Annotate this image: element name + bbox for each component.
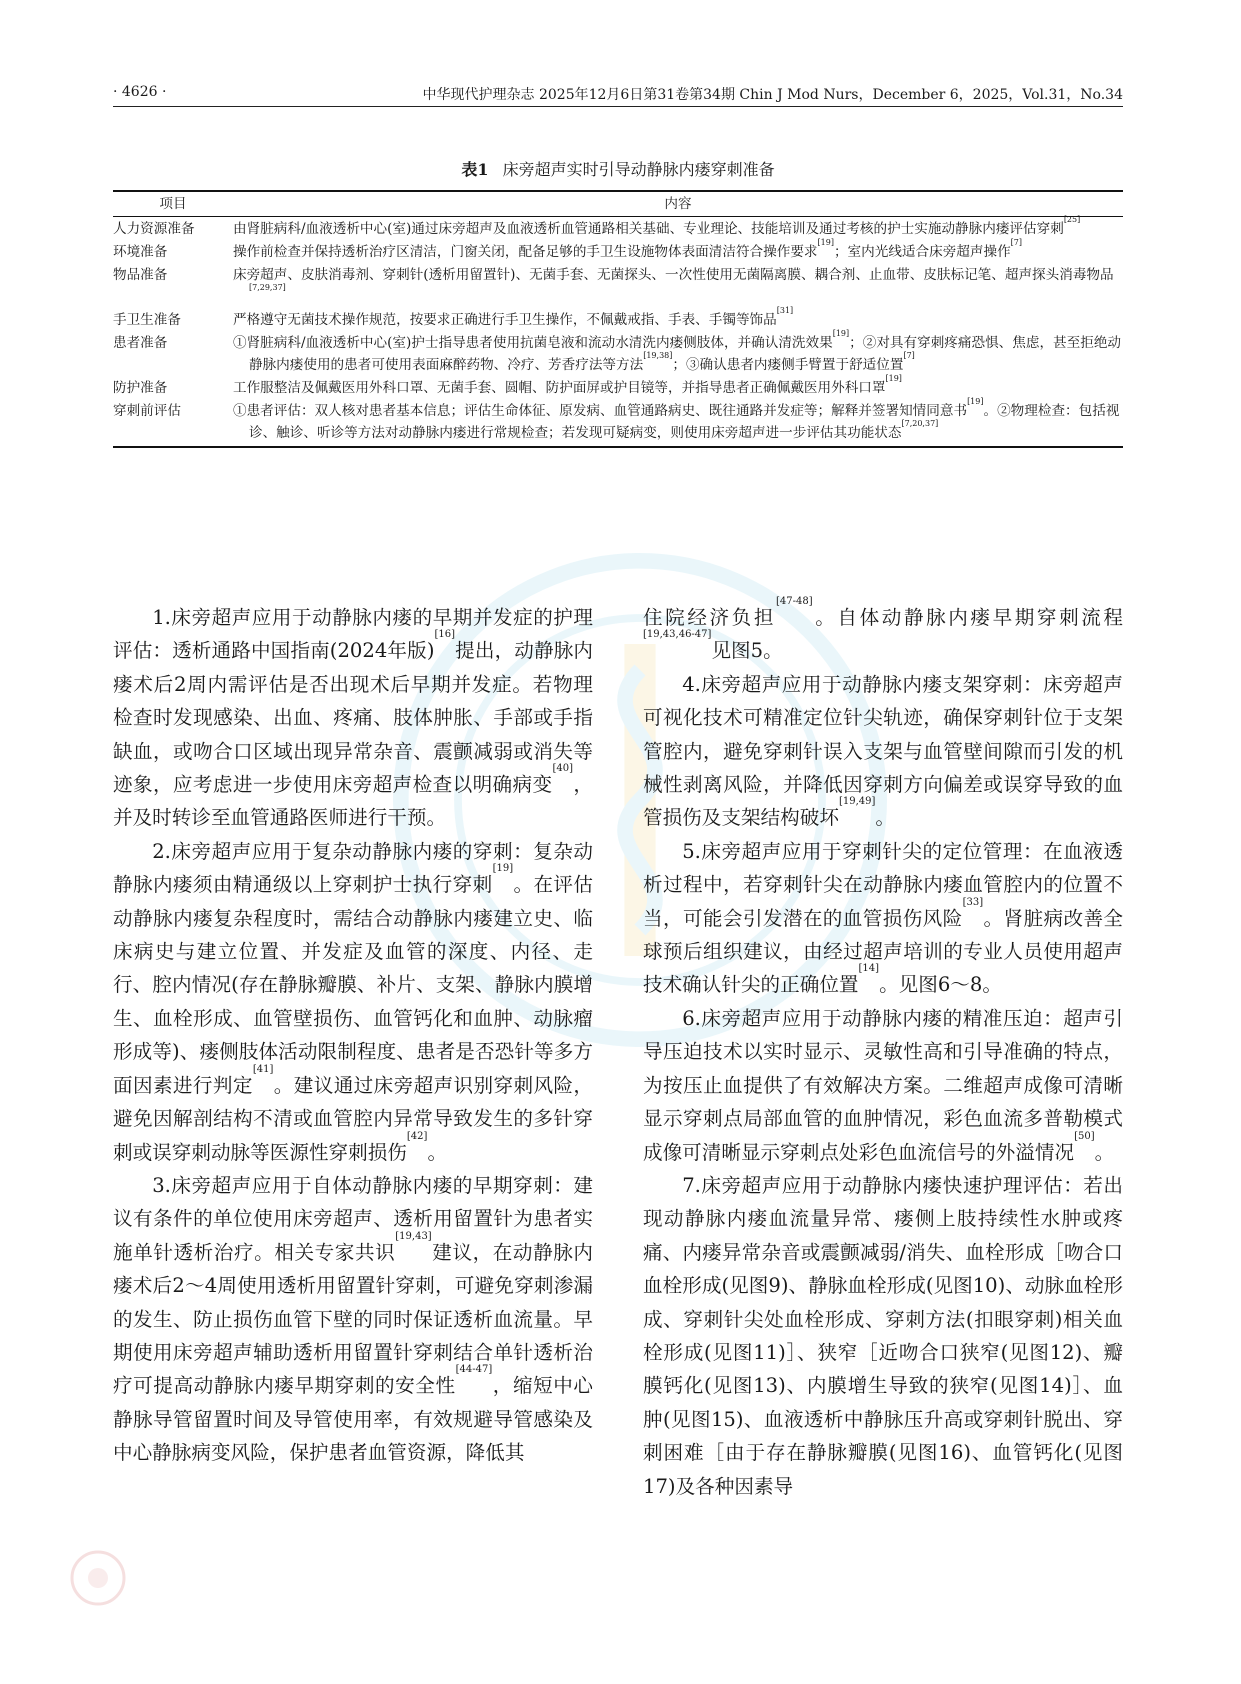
table-bottom-rule [113, 446, 1123, 448]
association-logo-icon [68, 1548, 128, 1608]
table-cell-item: 防护准备 [113, 380, 168, 396]
preparation-table [113, 190, 1123, 448]
paragraph: 5.床旁超声应用于穿刺针尖的定位管理：在血液透析过程中，若穿刺针尖在动静脉内瘘血管腔内的位置不当，可能会引发潜在的血管损伤风险[33]。肾脏病改善全球预后组织建议，由经过超声培训的专业人员使用超声技术确认针尖的正确位置[14]。见图6～8。 [643, 839, 1124, 997]
table-cell-content: 由肾脏病科/血液透析中心(室)通过床旁超声及血液透析血管通路相关基础、专业理论、技能培训及通过考核的护士实施动静脉内瘘评估穿刺[25] [233, 215, 1081, 237]
table-cell-item: 手卫生准备 [113, 312, 181, 328]
table-row [113, 374, 1123, 399]
table-row [113, 306, 1123, 331]
table-header-item: 项目 [159, 196, 187, 212]
paragraph: 3.床旁超声应用于自体动静脉内瘘的早期穿刺：建议有条件的单位使用床旁超声、透析用留置针为患者实施单针透析治疗。相关专家共识[19,43]建议，在动静脉内瘘术后2～4周使用透析用留置针穿刺，可避免穿刺渗漏的发生、防止损伤血管下壁的同时保证透析血流量。早期使用床旁超声辅助透析用留置针穿刺结合单针透析治疗可提高动静脉内瘘早期穿刺的安全性[44-47]，缩短中心静脉导管留置时间及导管使用率，有效规避导管感染及中心静脉病变风险，保护患者血管资源，降低其 [113, 1173, 594, 1465]
body-column-left [113, 601, 593, 1470]
table-row [113, 329, 1123, 376]
table-cell-item: 患者准备 [113, 335, 168, 351]
table-cell-content: 床旁超声、皮肤消毒剂、穿刺针(透析用留置针)、无菌手套、无菌探头、一次性使用无菌隔离膜、耦合剂、止血带、皮肤标记笔、超声探头消毒物品[7,29,37] [233, 267, 1114, 292]
table-cell-content: 严格遵守无菌技术操作规范，按要求正确进行手卫生操作，不佩戴戒指、手表、手镯等饰品[31] [233, 306, 794, 328]
table-row [113, 238, 1123, 263]
page-number: · 4626 · [113, 84, 167, 100]
paragraph: 2.床旁超声应用于复杂动静脉内瘘的穿刺：复杂动静脉内瘘须由精通级以上穿刺护士执行穿刺[19]。在评估动静脉内瘘复杂程度时，需结合动静脉内瘘建立史、临床病史与建立位置、并发症及血管的深度、内径、走行、腔内情况(存在静脉瓣膜、补片、支架、静脉内膜增生、血栓形成、血管壁损伤、血管钙化和血肿、动脉瘤形成等)、瘘侧肢体活动限制程度、患者是否恐针等多方面因素进行判定[41]。建议通过床旁超声识别穿刺风险，避免因解剖结构不清或血管腔内异常导致发生的多针穿刺或误穿刺动脉等医源性穿刺损伤[42]。 [113, 839, 594, 1164]
table-cell-item: 环境准备 [113, 244, 168, 260]
table-row [113, 397, 1123, 444]
table-header-rule [113, 216, 1123, 217]
paragraph: 住院经济负担[47-48]。自体动静脉内瘘早期穿刺流程[19,43,46-47]见图5。 [643, 596, 1124, 663]
paragraph: 6.床旁超声应用于动静脉内瘘的精准压迫：超声引导压迫技术以实时显示、灵敏性高和引导准确的特点，为按压止血提供了有效解决方案。二维超声成像可清晰显示穿刺点局部血管的血肿情况，彩色血流多普勒模式成像可清晰显示穿刺点处彩色血流信号的外溢情况[50]。 [643, 1006, 1123, 1164]
table-cell-item: 物品准备 [113, 267, 168, 283]
table-number: 表1 [461, 160, 489, 179]
journal-info: 中华现代护理杂志 2025年12月6日第31卷第34期 Chin J Mod Nurs，December 6，2025，Vol.31，No.34 [422, 87, 1123, 103]
table-cell-item: 人力资源准备 [113, 221, 195, 237]
table-row [113, 264, 1123, 308]
body-column-right [643, 596, 1124, 1503]
header-rule [113, 106, 1123, 107]
table-cell-content: 工作服整洁及佩戴医用外科口罩、无菌手套、圆帽、防护面屏或护目镜等，并指导患者正确佩戴医用外科口罩[19] [233, 374, 902, 396]
table-cell-content: 操作前检查并保持透析治疗区清洁，门窗关闭，配备足够的手卫生设施物体表面清洁符合操作要求[19]；室内光线适合床旁超声操作[7] [233, 238, 1023, 260]
table-title: 床旁超声实时引导动静脉内瘘穿刺准备 [502, 160, 775, 179]
table-row [113, 215, 1123, 240]
table-caption [113, 157, 1123, 180]
page-header [113, 84, 1123, 106]
table-cell-content: ①患者评估：双人核对患者基本信息；评估生命体征、原发病、血管通路病史、既往通路并发症等；解释并签署知情同意书[19]。②物理检查：包括视诊、触诊、听诊等方法对动静脉内瘘进行常规检查；若发现可疑病变，则使用床旁超声进一步评估其功能状态[7,20,37] [233, 397, 1120, 441]
table-header-content: 内容 [664, 196, 692, 212]
paragraph: 7.床旁超声应用于动静脉内瘘快速护理评估：若出现动静脉内瘘血流量异常、瘘侧上肢持续性水肿或疼痛、内瘘异常杂音或震颤减弱/消失、血栓形成［吻合口血栓形成(见图9)、静脉血栓形成(见图10)、动脉血栓形成、穿刺针尖处血栓形成、穿刺方法(扣眼穿刺)相关血栓形成(见图11)］、狭窄［近吻合口狭窄(见图12)、瓣膜钙化(见图13)、内膜增生导致的狭窄(见图14)］、血肿(见图15)、血液透析中静脉压升高或穿刺针脱出、穿刺困难［由于存在静脉瓣膜(见图16)、血管钙化(见图17)及各种因素导 [643, 1173, 1123, 1498]
paragraph: 1.床旁超声应用于动静脉内瘘的早期并发症的护理评估：透析通路中国指南(2024年版)[16]提出，动静脉内瘘术后2周内需评估是否出现术后早期并发症。若物理检查时发现感染、出血、疼痛、肢体肿胀、手部或手指缺血，或吻合口区域出现异常杂音、震颤减弱或消失等迹象，应考虑进一步使用床旁超声检查以明确病变[40]，并及时转诊至血管通路医师进行干预。 [113, 606, 594, 830]
table-cell-item: 穿刺前评估 [113, 403, 181, 419]
paragraph: 4.床旁超声应用于动静脉内瘘支架穿刺：床旁超声可视化技术可精准定位针尖轨迹，确保穿刺针位于支架管腔内，避免穿刺针误入支架与血管壁间隙而引发的机械性剥离风险，并降低因穿刺方向偏差或误穿导致的血管损伤及支架结构破坏[19,49]。 [643, 672, 1123, 830]
table-header-row [113, 192, 1123, 216]
table-cell-content: ①肾脏病科/血液透析中心(室)护士指导患者使用抗菌皂液和流动水清洗内瘘侧肢体，并确认清洗效果[19]；②对具有穿刺疼痛恐惧、焦虑，甚至拒绝动静脉内瘘使用的患者可使用表面麻醉药物、冷疗、芳香疗法等方法[19,38]；③确认患者内瘘侧手臂置于舒适位置[7] [233, 329, 1122, 373]
